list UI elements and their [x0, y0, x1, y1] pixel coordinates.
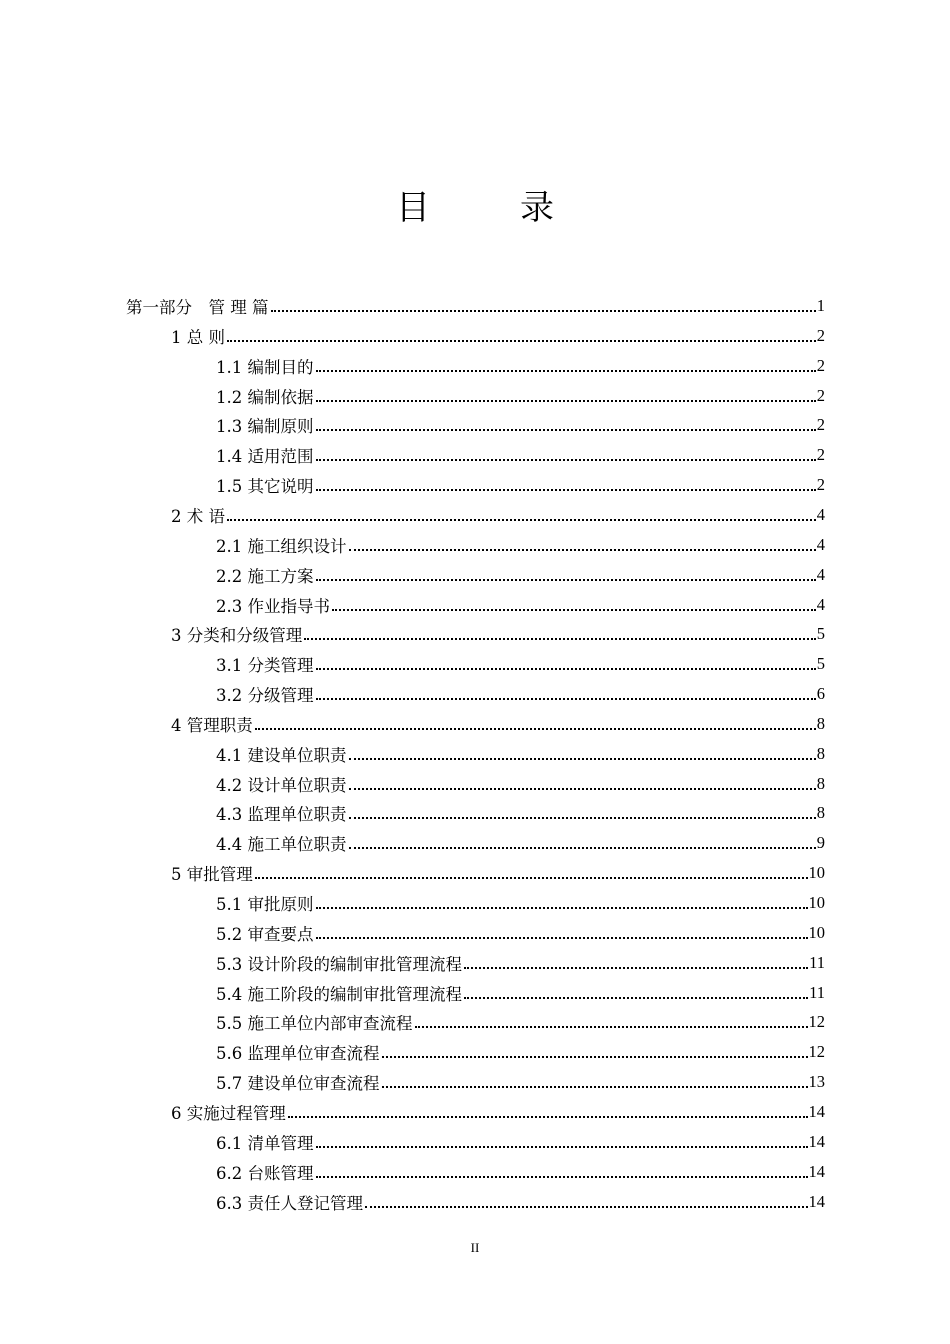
toc-entry-label: 4.2 设计单位职责: [216, 775, 347, 795]
toc-entry-level-2[interactable]: [216, 769, 825, 799]
toc-entry-level-2[interactable]: [216, 440, 825, 470]
toc-entry-page: 2: [816, 385, 825, 405]
toc-entry-page: 14: [808, 1101, 825, 1121]
toc-entry-label: 2.3 作业指导书: [216, 596, 330, 616]
toc-entry-page: 2: [816, 355, 825, 375]
dot-leader: [316, 649, 816, 679]
toc-entry-label: 2 术 语: [171, 506, 225, 526]
toc-entry-level-1[interactable]: [171, 1097, 825, 1127]
toc-entry-label: 1.1 编制目的: [216, 357, 314, 377]
toc-entry-page: 13: [808, 1072, 825, 1092]
dot-leader: [227, 500, 816, 530]
toc-entry-level-2[interactable]: [216, 649, 825, 679]
dot-leader: [316, 1127, 808, 1157]
dot-leader: [316, 1157, 808, 1187]
dot-leader: [316, 440, 816, 470]
toc-entry-label: 3 分类和分级管理: [171, 626, 303, 646]
toc-entry-level-1[interactable]: [171, 321, 825, 351]
toc-entry-label: 1.5 其它说明: [216, 477, 314, 497]
toc-entry-level-1[interactable]: [171, 500, 825, 530]
toc-entry-page: 5: [816, 624, 825, 644]
toc-entry-level-0[interactable]: [126, 291, 825, 321]
dot-leader: [316, 410, 816, 440]
toc-entry-page: 8: [816, 713, 825, 733]
dot-leader: [349, 739, 816, 769]
dot-leader: [304, 619, 816, 649]
toc-entry-page: 1: [816, 296, 825, 315]
toc-entry-page: 12: [808, 1042, 825, 1062]
toc-entry-page: 11: [809, 952, 825, 972]
dot-leader: [349, 798, 816, 828]
toc-entry-level-2[interactable]: [216, 828, 825, 858]
dot-leader: [349, 828, 816, 858]
dot-leader: [316, 888, 808, 918]
toc-entry-label: 5.1 审批原则: [216, 895, 314, 914]
toc-entry-label: 5.6 监理单位审查流程: [216, 1044, 380, 1064]
toc-entry-label: 5.2 审查要点: [216, 924, 314, 944]
toc-entry-level-2[interactable]: [216, 351, 825, 381]
toc-entry-label: 3.1 分类管理: [216, 656, 314, 676]
toc-entry-label: 2.1 施工组织设计: [216, 536, 347, 556]
toc-entry-page: 4: [816, 534, 825, 554]
dot-leader: [316, 560, 816, 590]
dot-leader: [382, 1067, 808, 1097]
toc-entry-label: 5.5 施工单位内部审查流程: [216, 1014, 413, 1034]
toc-entry-page: 8: [816, 803, 825, 823]
toc-entry-label: 2.2 施工方案: [216, 566, 314, 586]
page-title: 目 录: [396, 188, 582, 228]
toc-entry-level-2[interactable]: [216, 798, 825, 828]
toc-entry-page: 4: [816, 504, 825, 524]
toc-entry-page: 14: [808, 1191, 825, 1211]
toc-entry-level-2[interactable]: [216, 381, 825, 411]
dot-leader: [415, 1007, 808, 1037]
toc-entry-page: 4: [816, 564, 825, 584]
dot-leader: [316, 381, 816, 411]
toc-entry-level-2[interactable]: [216, 560, 825, 590]
page-number-footer: II: [470, 1240, 480, 1255]
toc-entry-level-1[interactable]: [171, 619, 825, 649]
toc-entry-level-2[interactable]: [216, 1187, 825, 1217]
toc-entry-label: 5.4 施工阶段的编制审批管理流程: [216, 984, 462, 1004]
toc-entry-level-1[interactable]: [171, 709, 825, 739]
toc-entry-page: 9: [816, 833, 825, 853]
toc-entry-page: 2: [816, 415, 825, 435]
dot-leader: [382, 1037, 808, 1067]
toc-entry-label: 1.2 编制依据: [216, 387, 314, 407]
toc-entry-level-2[interactable]: [216, 1007, 825, 1037]
toc-entry-page: 12: [808, 1012, 825, 1032]
toc-entry-label: 4 管理职责: [171, 715, 253, 735]
toc-entry-label: 第一部分 管 理 篇: [126, 298, 269, 317]
toc-entry-page: 8: [816, 743, 825, 763]
toc-entry-label: 4.1 建设单位职责: [216, 745, 347, 765]
toc-entry-page: 2: [816, 475, 825, 495]
toc-entry-label: 6 实施过程管理: [171, 1103, 286, 1123]
dot-leader: [365, 1187, 808, 1217]
toc-entry-level-2[interactable]: [216, 470, 825, 500]
toc-entry-label: 1 总 则: [171, 327, 225, 347]
toc-entry-label: 5.3 设计阶段的编制审批管理流程: [216, 954, 462, 974]
toc-entry-label: 6.2 台账管理: [216, 1163, 314, 1183]
toc-entry-level-2[interactable]: [216, 739, 825, 769]
toc-entry-level-2[interactable]: [216, 1157, 825, 1187]
toc-entry-page: 14: [808, 1161, 825, 1181]
toc-entry-page: 11: [809, 982, 825, 1002]
toc-entry-level-2[interactable]: [216, 1037, 825, 1067]
toc-entry-level-2[interactable]: [216, 590, 825, 620]
dot-leader: [271, 291, 816, 321]
toc-entry-level-2[interactable]: [216, 679, 825, 709]
toc-entry-label: 3.2 分级管理: [216, 686, 314, 706]
toc-entry-page: 4: [816, 594, 825, 614]
toc-entry-label: 4.4 施工单位职责: [216, 835, 347, 855]
toc-entry-page: 10: [808, 922, 825, 942]
toc-entry-page: 2: [816, 445, 825, 465]
toc-entry-label: 1.4 适用范围: [216, 447, 314, 467]
toc-entry-level-2[interactable]: [216, 888, 825, 918]
toc-entry-page: 6: [816, 684, 825, 704]
toc-entry-label: 6.3 责任人登记管理: [216, 1193, 363, 1213]
dot-leader: [316, 351, 816, 381]
toc-entry-page: 10: [808, 893, 825, 912]
toc-entry-level-2[interactable]: [216, 1127, 825, 1157]
dot-leader: [255, 858, 808, 888]
toc-entry-label: 6.1 清单管理: [216, 1133, 314, 1153]
toc-entry-level-2[interactable]: [216, 978, 825, 1008]
dot-leader: [316, 470, 816, 500]
dot-leader: [464, 978, 808, 1008]
toc-entry-level-1[interactable]: [171, 858, 825, 888]
toc-entry-level-2[interactable]: [216, 530, 825, 560]
toc-entry-label: 5.7 建设单位审查流程: [216, 1074, 380, 1094]
toc-entry-page: 2: [816, 325, 825, 345]
dot-leader: [316, 918, 808, 948]
toc-entry-page: 10: [808, 863, 825, 883]
toc-entry-level-2[interactable]: [216, 918, 825, 948]
dot-leader: [288, 1097, 808, 1127]
toc-entry-page: 14: [808, 1131, 825, 1151]
dot-leader: [255, 709, 816, 739]
dot-leader: [227, 321, 816, 351]
toc-entry-page: 5: [816, 654, 825, 674]
dot-leader: [332, 590, 816, 620]
toc-entry-page: 8: [816, 773, 825, 793]
toc-entry-label: 1.3 编制原则: [216, 417, 314, 437]
toc-entry-label: 5 审批管理: [171, 865, 253, 885]
dot-leader: [349, 530, 816, 560]
toc-entry-level-2[interactable]: [216, 948, 825, 978]
dot-leader: [316, 679, 816, 709]
toc-entry-level-2[interactable]: [216, 1067, 825, 1097]
toc-entry-level-2[interactable]: [216, 410, 825, 440]
toc-entry-label: 4.3 监理单位职责: [216, 805, 347, 825]
dot-leader: [464, 948, 808, 978]
dot-leader: [349, 769, 816, 799]
